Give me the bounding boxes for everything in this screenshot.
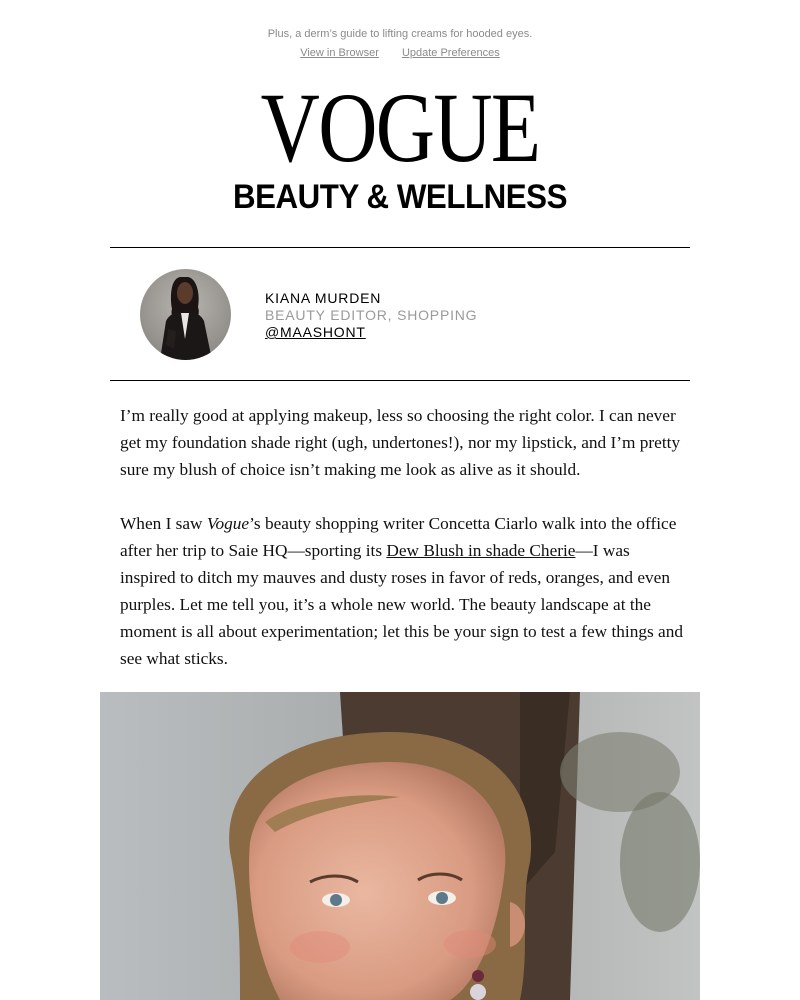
view-in-browser-link[interactable]: View in Browser <box>300 47 379 59</box>
p2-text-b: ’s beauty shopping writer Concetta Ciarlo walk into the office after her trip to Saie HQ—sporting its <box>120 514 677 560</box>
author-info <box>265 290 477 341</box>
p2-text-c: —I was inspired to ditch my mauves and dusty roses in favor of reds, oranges, and even purples. Let me tell you, it’s a whole new world. The beauty landscape at the moment is all about experimentation; let this be your sign to test a few things and see what sticks. <box>120 541 683 668</box>
author-photo <box>140 269 231 360</box>
vogue-logo[interactable]: VOGUE <box>260 72 540 183</box>
article-paragraph-2 <box>120 510 685 672</box>
header-links <box>0 47 800 59</box>
hero-photo <box>100 692 700 1000</box>
divider-top <box>110 247 690 248</box>
p2-vogue-italic: Vogue <box>206 514 250 533</box>
divider-bottom <box>110 380 690 381</box>
dew-blush-link[interactable]: Dew Blush in shade Cherie <box>386 541 576 560</box>
author-handle-link[interactable]: @MAASHONT <box>265 324 366 340</box>
article-hero-image[interactable] <box>100 692 700 1000</box>
author-role: BEAUTY EDITOR, SHOPPING <box>265 307 478 323</box>
preheader-text: Plus, a derm’s guide to lifting creams for hooded eyes. <box>267 28 533 40</box>
article-paragraph-1: I’m really good at applying makeup, less so choosing the right color. I can never get my foundation shade right (ugh, undertones!), nor my lipstick, and I’m pretty sure my blush of choice isn’t making me look as alive as it should. <box>120 406 681 479</box>
author-name: KIANA MURDEN <box>265 290 382 306</box>
author-avatar <box>140 269 231 360</box>
section-title: BEAUTY & WELLNESS <box>233 178 567 216</box>
p2-text-a: When I saw <box>120 514 207 533</box>
update-preferences-link[interactable]: Update Preferences <box>401 47 500 59</box>
